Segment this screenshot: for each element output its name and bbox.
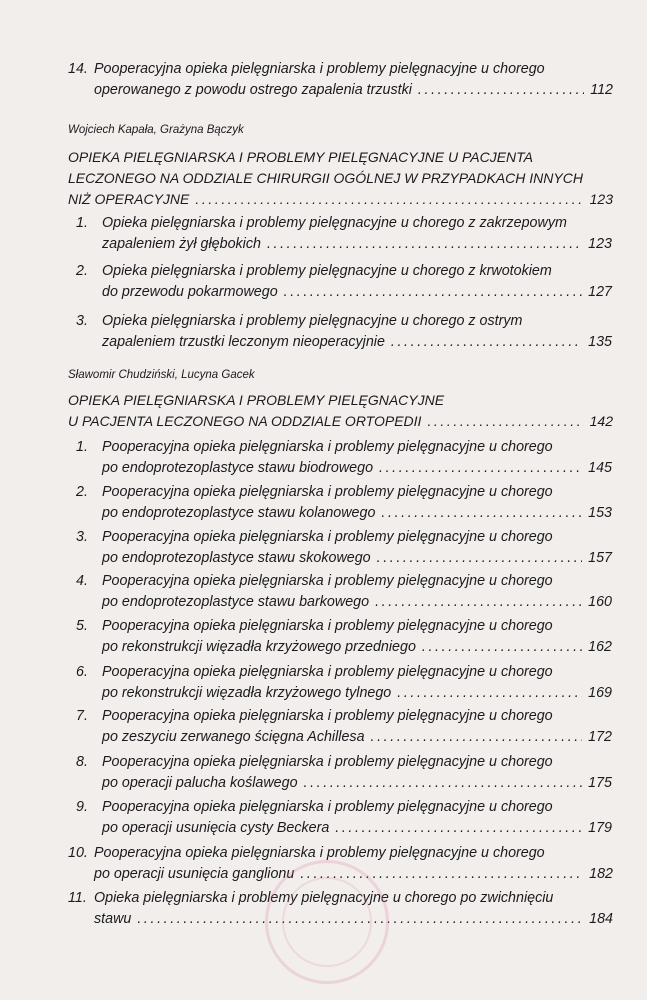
page-number: 162 bbox=[588, 639, 612, 655]
chapter-authors: Wojciech Kapała, Grażyna Bączyk bbox=[68, 124, 244, 136]
chapter-title-cont: U PACJENTA LECZONEGO NA ODDZIALE ORTOPEDII bbox=[68, 413, 422, 429]
leader-dots bbox=[377, 548, 583, 569]
page-number: 179 bbox=[588, 820, 612, 836]
leader-dots bbox=[381, 503, 582, 524]
entry-title-cont: po operacji usunięcia cysty Beckera bbox=[102, 820, 330, 836]
chapter-authors: Sławomir Chudziński, Lucyna Gacek bbox=[68, 369, 255, 381]
leader-dots bbox=[335, 818, 582, 839]
entry-title-cont: po rekonstrukcji więzadła krzyżowego przedniego bbox=[102, 639, 416, 655]
entry-title: Opieka pielęgniarska i problemy pielęgnacyjne u chorego z krwotokiem bbox=[102, 263, 552, 279]
toc-entry bbox=[76, 437, 612, 479]
leader-dots bbox=[267, 234, 582, 255]
entry-title: Pooperacyjna opieka pielęgniarska i problemy pielęgnacyjne u chorego bbox=[102, 484, 553, 500]
leader-dots bbox=[371, 727, 583, 748]
entry-title: Opieka pielęgniarska i problemy pielęgnacyjne u chorego z zakrzepowym bbox=[102, 215, 567, 231]
leader-dots bbox=[422, 637, 582, 658]
entry-number: 6. bbox=[76, 664, 88, 680]
toc-entry bbox=[76, 571, 612, 613]
toc-entry bbox=[76, 662, 612, 704]
toc-entry bbox=[76, 261, 612, 303]
entry-number: 8. bbox=[76, 754, 88, 770]
entry-title-cont: po endoprotezoplastyce stawu kolanowego bbox=[102, 505, 376, 521]
entry-number: 4. bbox=[76, 573, 88, 589]
entry-title: Pooperacyjna opieka pielęgniarska i problemy pielęgnacyjne u chorego bbox=[102, 799, 553, 815]
entry-number: 3. bbox=[76, 313, 88, 329]
leader-dots bbox=[375, 592, 582, 613]
entry-number: 7. bbox=[76, 708, 88, 724]
entry-number: 3. bbox=[76, 529, 88, 545]
entry-title: Pooperacyjna opieka pielęgniarska i problemy pielęgnacyjne u chorego bbox=[102, 618, 553, 634]
toc-entry bbox=[76, 527, 612, 569]
leader-dots bbox=[284, 282, 583, 303]
chapter-heading bbox=[68, 390, 613, 432]
entry-number: 9. bbox=[76, 799, 88, 815]
leader-dots bbox=[379, 458, 582, 479]
entry-title-cont: do przewodu pokarmowego bbox=[102, 284, 278, 300]
entry-title: Pooperacyjna opieka pielęgniarska i problemy pielęgnacyjne u chorego bbox=[102, 708, 553, 724]
toc-entry bbox=[76, 482, 612, 524]
toc-entry bbox=[68, 59, 613, 101]
entry-title-cont: stawu bbox=[94, 911, 132, 927]
toc-entry bbox=[76, 311, 612, 353]
leader-dots bbox=[391, 332, 582, 353]
entry-number: 11. bbox=[68, 890, 87, 906]
toc-entry bbox=[76, 752, 612, 794]
page-number: 153 bbox=[588, 505, 612, 521]
entry-number: 2. bbox=[76, 484, 88, 500]
toc-entry bbox=[76, 616, 612, 658]
entry-title-cont: po zeszyciu zerwanego ścięgna Achillesa bbox=[102, 729, 365, 745]
entry-title-cont: po operacji palucha koślawego bbox=[102, 775, 298, 791]
chapter-title: OPIEKA PIELĘGNIARSKA I PROBLEMY PIELĘGNACYJNE bbox=[68, 392, 445, 408]
entry-title: Pooperacyjna opieka pielęgniarska i problemy pielęgnacyjne u chorego bbox=[102, 573, 553, 589]
page-number: 184 bbox=[589, 911, 613, 927]
leader-dots bbox=[304, 773, 583, 794]
page-number: 182 bbox=[589, 866, 613, 882]
toc-entry bbox=[76, 706, 612, 748]
entry-number: 1. bbox=[76, 215, 88, 231]
entry-title: Pooperacyjna opieka pielęgniarska i problemy pielęgnacyjne u chorego bbox=[94, 61, 545, 77]
page-number: 169 bbox=[588, 685, 612, 701]
entry-title: Opieka pielęgniarska i problemy pielęgnacyjne u chorego z ostrym bbox=[102, 313, 523, 329]
page-number: 123 bbox=[588, 236, 612, 252]
entry-title: Pooperacyjna opieka pielęgniarska i problemy pielęgnacyjne u chorego bbox=[94, 845, 545, 861]
toc-entry bbox=[76, 213, 612, 255]
entry-title-cont: po endoprotezoplastyce stawu biodrowego bbox=[102, 460, 374, 476]
page-number: 175 bbox=[588, 775, 612, 791]
page-number: 112 bbox=[590, 82, 613, 98]
entry-title-cont: po operacji usunięcia ganglionu bbox=[94, 866, 295, 882]
chapter-heading bbox=[68, 147, 613, 210]
leader-dots bbox=[195, 189, 583, 210]
page-number: 145 bbox=[588, 460, 612, 476]
entry-title: Pooperacyjna opieka pielęgniarska i problemy pielęgnacyjne u chorego bbox=[102, 664, 553, 680]
entry-number: 2. bbox=[76, 263, 88, 279]
chapter-title-cont: NIŻ OPERACYJNE bbox=[68, 191, 190, 207]
leader-dots bbox=[427, 411, 583, 432]
chapter-title: OPIEKA PIELĘGNIARSKA I PROBLEMY PIELĘGNACYJNE U PACJENTA bbox=[68, 149, 533, 165]
entry-title-cont: po endoprotezoplastyce stawu barkowego bbox=[102, 594, 370, 610]
page-number: 172 bbox=[588, 729, 612, 745]
library-stamp bbox=[265, 860, 389, 984]
leader-dots bbox=[418, 80, 584, 101]
entry-number: 5. bbox=[76, 618, 88, 634]
page-number: 127 bbox=[588, 284, 612, 300]
entry-title-cont: operowanego z powodu ostrego zapalenia trzustki bbox=[94, 82, 412, 98]
entry-title: Opieka pielęgniarska i problemy pielęgnacyjne u chorego po zwichnięciu bbox=[94, 890, 554, 906]
entry-title-cont: po rekonstrukcji więzadła krzyżowego tylnego bbox=[102, 685, 392, 701]
entry-title-cont: zapaleniem trzustki leczonym nieoperacyjnie bbox=[102, 334, 385, 350]
entry-title-cont: zapaleniem żył głębokich bbox=[102, 236, 261, 252]
entry-number: 14. bbox=[68, 61, 88, 77]
page-number: 123 bbox=[589, 191, 613, 207]
entry-title: Pooperacyjna opieka pielęgniarska i problemy pielęgnacyjne u chorego bbox=[102, 439, 553, 455]
chapter-title-cont: LECZONEGO NA ODDZIALE CHIRURGII OGÓLNEJ W PRZYPADKACH INNYCH bbox=[68, 170, 583, 186]
page-number: 160 bbox=[588, 594, 612, 610]
page-number: 135 bbox=[588, 334, 612, 350]
entry-title-cont: po endoprotezoplastyce stawu skokowego bbox=[102, 550, 371, 566]
toc-entry bbox=[76, 797, 612, 839]
entry-title: Pooperacyjna opieka pielęgniarska i problemy pielęgnacyjne u chorego bbox=[102, 754, 553, 770]
page-number: 142 bbox=[589, 413, 613, 429]
entry-title: Pooperacyjna opieka pielęgniarska i problemy pielęgnacyjne u chorego bbox=[102, 529, 553, 545]
page-number: 157 bbox=[588, 550, 612, 566]
entry-number: 10. bbox=[68, 845, 88, 861]
leader-dots bbox=[397, 683, 582, 704]
entry-number: 1. bbox=[76, 439, 88, 455]
